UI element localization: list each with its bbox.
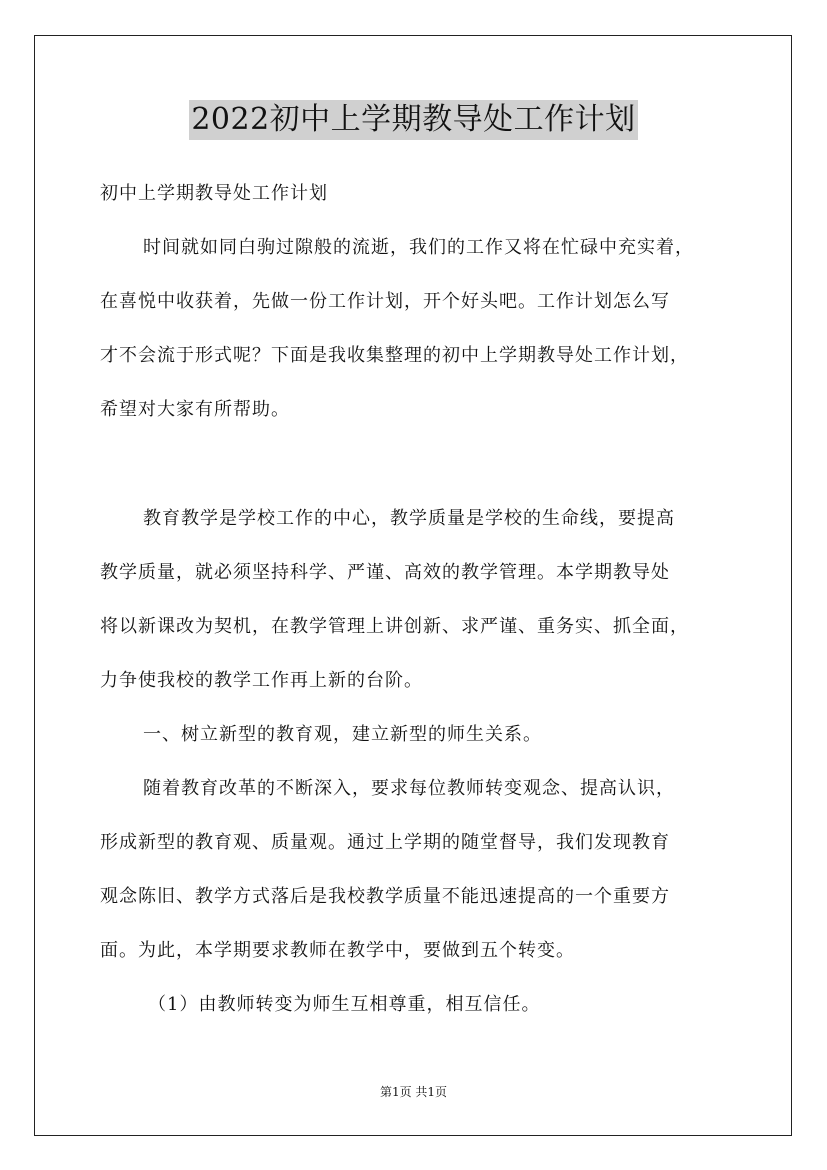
paragraph-line: 希望对大家有所帮助。 [100,399,290,420]
paragraph-line: 力争使我校的教学工作再上新的台阶。 [100,670,423,691]
paragraph-line: 形成新型的教育观、质量观。通过上学期的随堂督导，我们发现教育 [100,832,670,853]
paragraph-line: 才不会流于形式呢？下面是我收集整理的初中上学期教导处工作计划， [100,345,689,366]
paragraph-line: 时间就如同白驹过隙般的流逝，我们的工作又将在忙碌中充实着， [143,237,694,258]
paragraph-line: 将以新课改为契机，在教学管理上讲创新、求严谨、重务实、抓全面， [100,616,689,637]
list-item: （1）由教师转变为师生互相尊重，相互信任。 [148,994,541,1015]
document-title-wrap [0,100,827,140]
paragraph-line: 教育教学是学校工作的中心，教学质量是学校的生命线，要提高 [143,508,675,529]
page-footer: 第1页 共1页 [379,1085,448,1099]
paragraph-line: 随着教育改革的不断深入，要求每位教师转变观念、提高认识， [143,778,675,799]
paragraph-line: 观念陈旧、教学方式落后是我校教学质量不能迅速提高的一个重要方 [100,886,670,907]
paragraph-line: 面。为此，本学期要求教师在教学中，要做到五个转变。 [100,940,575,961]
paragraph-line: 在喜悦中收获着，先做一份工作计划，开个好头吧。工作计划怎么写 [100,291,670,312]
document-subtitle: 初中上学期教导处工作计划 [100,183,328,204]
paragraph-line: 教学质量，就必须坚持科学、严谨、高效的教学管理。本学期教导处 [100,562,670,583]
document-title: 2022初中上学期教导处工作计划 [189,100,637,140]
section-heading: 一、树立新型的教育观，建立新型的师生关系。 [143,724,542,745]
